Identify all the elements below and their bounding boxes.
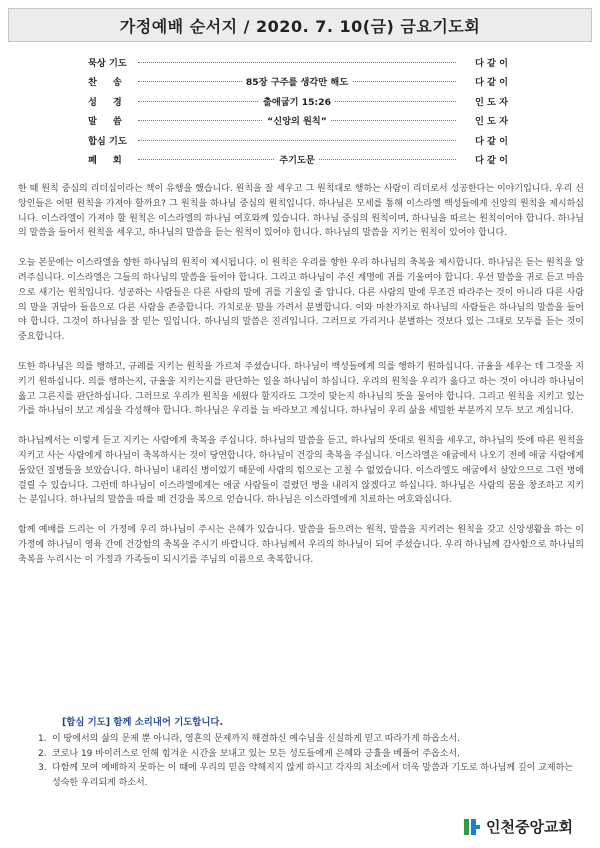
order-dots: [138, 91, 456, 111]
worship-order: [88, 52, 508, 169]
prayer-heading: [합심 기도] 함께 소리내어 기도합니다.: [62, 717, 224, 728]
order-row: [88, 111, 508, 131]
order-leader: 인 도 자: [474, 96, 508, 108]
order-label: 묵상 기도: [88, 57, 127, 69]
order-row: [88, 150, 508, 170]
order-row: [88, 91, 508, 111]
order-leader: 다 같 이: [474, 77, 508, 89]
prayer-number: 1.: [38, 734, 47, 744]
order-dots: [138, 130, 456, 150]
church-name: 인천중앙교회: [486, 818, 573, 836]
order-dots: [138, 52, 456, 72]
sermon-paragraph: 또한 하나님은 의를 행하고, 규례를 지키는 원칙을 가르쳐 주셨습니다. 하나님이 백성들에게 의를 행하기 원하십니다. 규율을 세우는 데 그것을 지키기 원하십니다. 의를 행하는지, 규율을 지키는지를 판단하는 일을 하나님이 하십니다. 우리의 원칙을 우리가 옳다고 하는 것이 아니라 하나님이 옳고 그른지를 판단하십니다. 그러므로 우리가 원칙을 세웠다 할지라도 그것이 맞는지 하나님의 뜻을 물어야 합니다. 그리고 원칙을 지키고 있는가를 하나님이 보고 계심을 각성해야 합니다. 하나님은 우리를 늘 바라보고 계십니다. 하나님이 우리 삶을 세밀한 부분까지 모두 보고 계십니다.: [18, 361, 584, 417]
order-leader: 다 같 이: [474, 57, 508, 69]
church-logo: [462, 816, 573, 837]
order-center: 주기도문: [275, 152, 319, 166]
order-leader: 다 같 이: [474, 155, 508, 167]
prayer-item: [38, 732, 578, 747]
order-dots: [138, 150, 456, 170]
title-bar: [8, 8, 592, 42]
church-logo-icon: [462, 817, 482, 837]
sermon-paragraph: 한 때 원칙 중심의 리더십이라는 책이 유행을 했습니다. 원칙을 잘 세우고 그 원칙대로 행하는 사람이 리더로서 성공한다는 이야기입니다. 우리 신앙인들은 어떤 원칙을 가져야 할까요? 그 원칙을 하나님 중심의 원칙입니다. 하나님은 모세를 통해 이스라엘 백성들에게 신앙의 원칙을 제시하십니다. 이스라엘이 가져야 할 원칙은 이스라엘의 하나님 여호와께 있습니다. 하나님 중심의 원칙이며, 하나님을 따르는 원칙이어야 합니다. 하나님의 말씀을 들어서 원칙을 세우고, 하나님의 말씀을 듣는 원칙이 있어야 합니다. 하나님의 말씀을 지키는 원칙이 있어야 합니다.: [18, 184, 584, 239]
order-center: 85장 구주를 생각만 해도: [242, 74, 352, 88]
order-label: 성 경: [88, 96, 122, 108]
sermon-body: [18, 182, 584, 583]
sermon-paragraph: 오늘 본문에는 이스라엘을 향한 하나님의 원칙이 제시됩니다. 이 원칙은 우리를 향한 우리 하나님의 축복을 제시합니다. 하나님은 듣는 원칙을 알려주십니다. 이스라엘은 그들의 하나님의 말씀을 들어야 합니다. 그리고 하나님이 주신 계명에 귀를 기울여야 합니다. 우선 말씀을 귀로 듣고 마음으로 새기는 원칙입니다. 성공하는 사람들은 다른 사람의 말에 귀를 기울일 줄 압니다. 다른 사람의 말에 무조건 따라주는 것이 아니라 다른 사람의 말을 귀담아 들음으로 다른 사람을 존중합니다. 가치로운 말을 가려서 분별합니다. 이와 마찬가지로 하나님의 사람들은 하나님의 말씀을 들어야 합니다. 그것이 하나님을 잘 믿는 일입니다. 하나님의 말씀은 진리입니다. 그러므로 가리거나 분별하는 것보다 있는 그대로 모두를 듣는 것이 중요합니다.: [18, 258, 584, 343]
sermon-paragraph: 하나님께서는 이렇게 듣고 지키는 사람에게 축복을 주십니다. 하나님의 말씀을 듣고, 하나님의 뜻대로 원칙을 세우고, 하나님의 뜻에 따른 원칙을 지키고 사는 사람에게 하나님이 축복하시는 것이 당연합니다. 하나님이 건강의 축복을 주십니다. 이스라엘은 애굽에서 나오기 전에 애굽 사람에게 돌았던 질병들을 보았습니다. 하나님이 내리신 병이었기 때문에 사람의 힘으로는 고칠 수 없었습니다. 이스라엘도 애굽에서 살았으므로 그런 병에 걸릴 수 있습니다. 그런데 하나님이 이스라엘에게는 애굽 사람들이 걸렸던 병을 내리지 않겠다고 하십니다. 하나님은 사람의 몸을 창조하고 지키는 분입니다. 하나님의 말씀을 따를 때 건강을 복으로 얻습니다. 하나님은 이스라엘에게 치료하는 여호와십니다.: [18, 436, 584, 506]
order-leader: 다 같 이: [474, 135, 508, 147]
prayer-number: 2.: [38, 748, 47, 759]
order-label: 말 씀: [88, 116, 122, 128]
order-center: “신앙의 원칙”: [263, 113, 331, 127]
order-label: 폐 회: [88, 155, 122, 167]
prayer-item: [38, 747, 578, 762]
prayer-section: [18, 714, 578, 790]
order-leader: 인 도 자: [474, 116, 508, 128]
prayer-text: 코로나 19 바이러스로 인해 힘겨운 시간을 보내고 있는 모든 성도들에게 은혜와 긍휼을 베풀어 주옵소서.: [52, 748, 460, 759]
order-center: 출애굽기 15:26: [259, 94, 335, 108]
order-label: 합심 기도: [88, 135, 127, 147]
prayer-text: 다함께 모여 예배하지 못하는 이 때에 우리의 믿음 약해지지 않게 하시고 각자의 처소에서 더욱 말씀과 기도로 하나님께 깊이 교제하는 성숙한 우리되게 하소서.: [52, 763, 573, 788]
order-label: 찬 송: [88, 77, 122, 89]
order-dots: [138, 111, 456, 131]
order-dots: [138, 72, 456, 92]
order-row: [88, 72, 508, 92]
prayer-number: 3.: [38, 763, 47, 773]
sermon-paragraph: 함께 예배를 드리는 이 가정에 우리 하나님이 주시는 은혜가 있습니다. 말씀을 들으려는 원칙, 말씀을 지키려는 원칙을 갖고 신앙생활을 하는 이 가정에 하나님이 영육 간에 건강함의 축복을 주시기 바랍니다. 하나님께서 우리의 하나님이 되어 주셨습니다. 우리 하나님께 감사함으로 하나님의 축복을 누리시는 이 가정과 가족들이 되시기를 주님의 이름으로 축복합니다.: [18, 525, 584, 565]
prayer-item: [38, 761, 578, 790]
order-row: [88, 52, 508, 72]
prayer-list: [38, 732, 578, 790]
page-title: 가정예배 순서지 / 2020. 7. 10(금) 금요기도회: [119, 16, 481, 36]
order-row: [88, 130, 508, 150]
prayer-text: 이 땅에서의 삶의 문제 뿐 아니라, 영혼의 문제까지 해결하신 예수님을 신실하게 믿고 따라가게 하옵소서.: [52, 734, 461, 744]
